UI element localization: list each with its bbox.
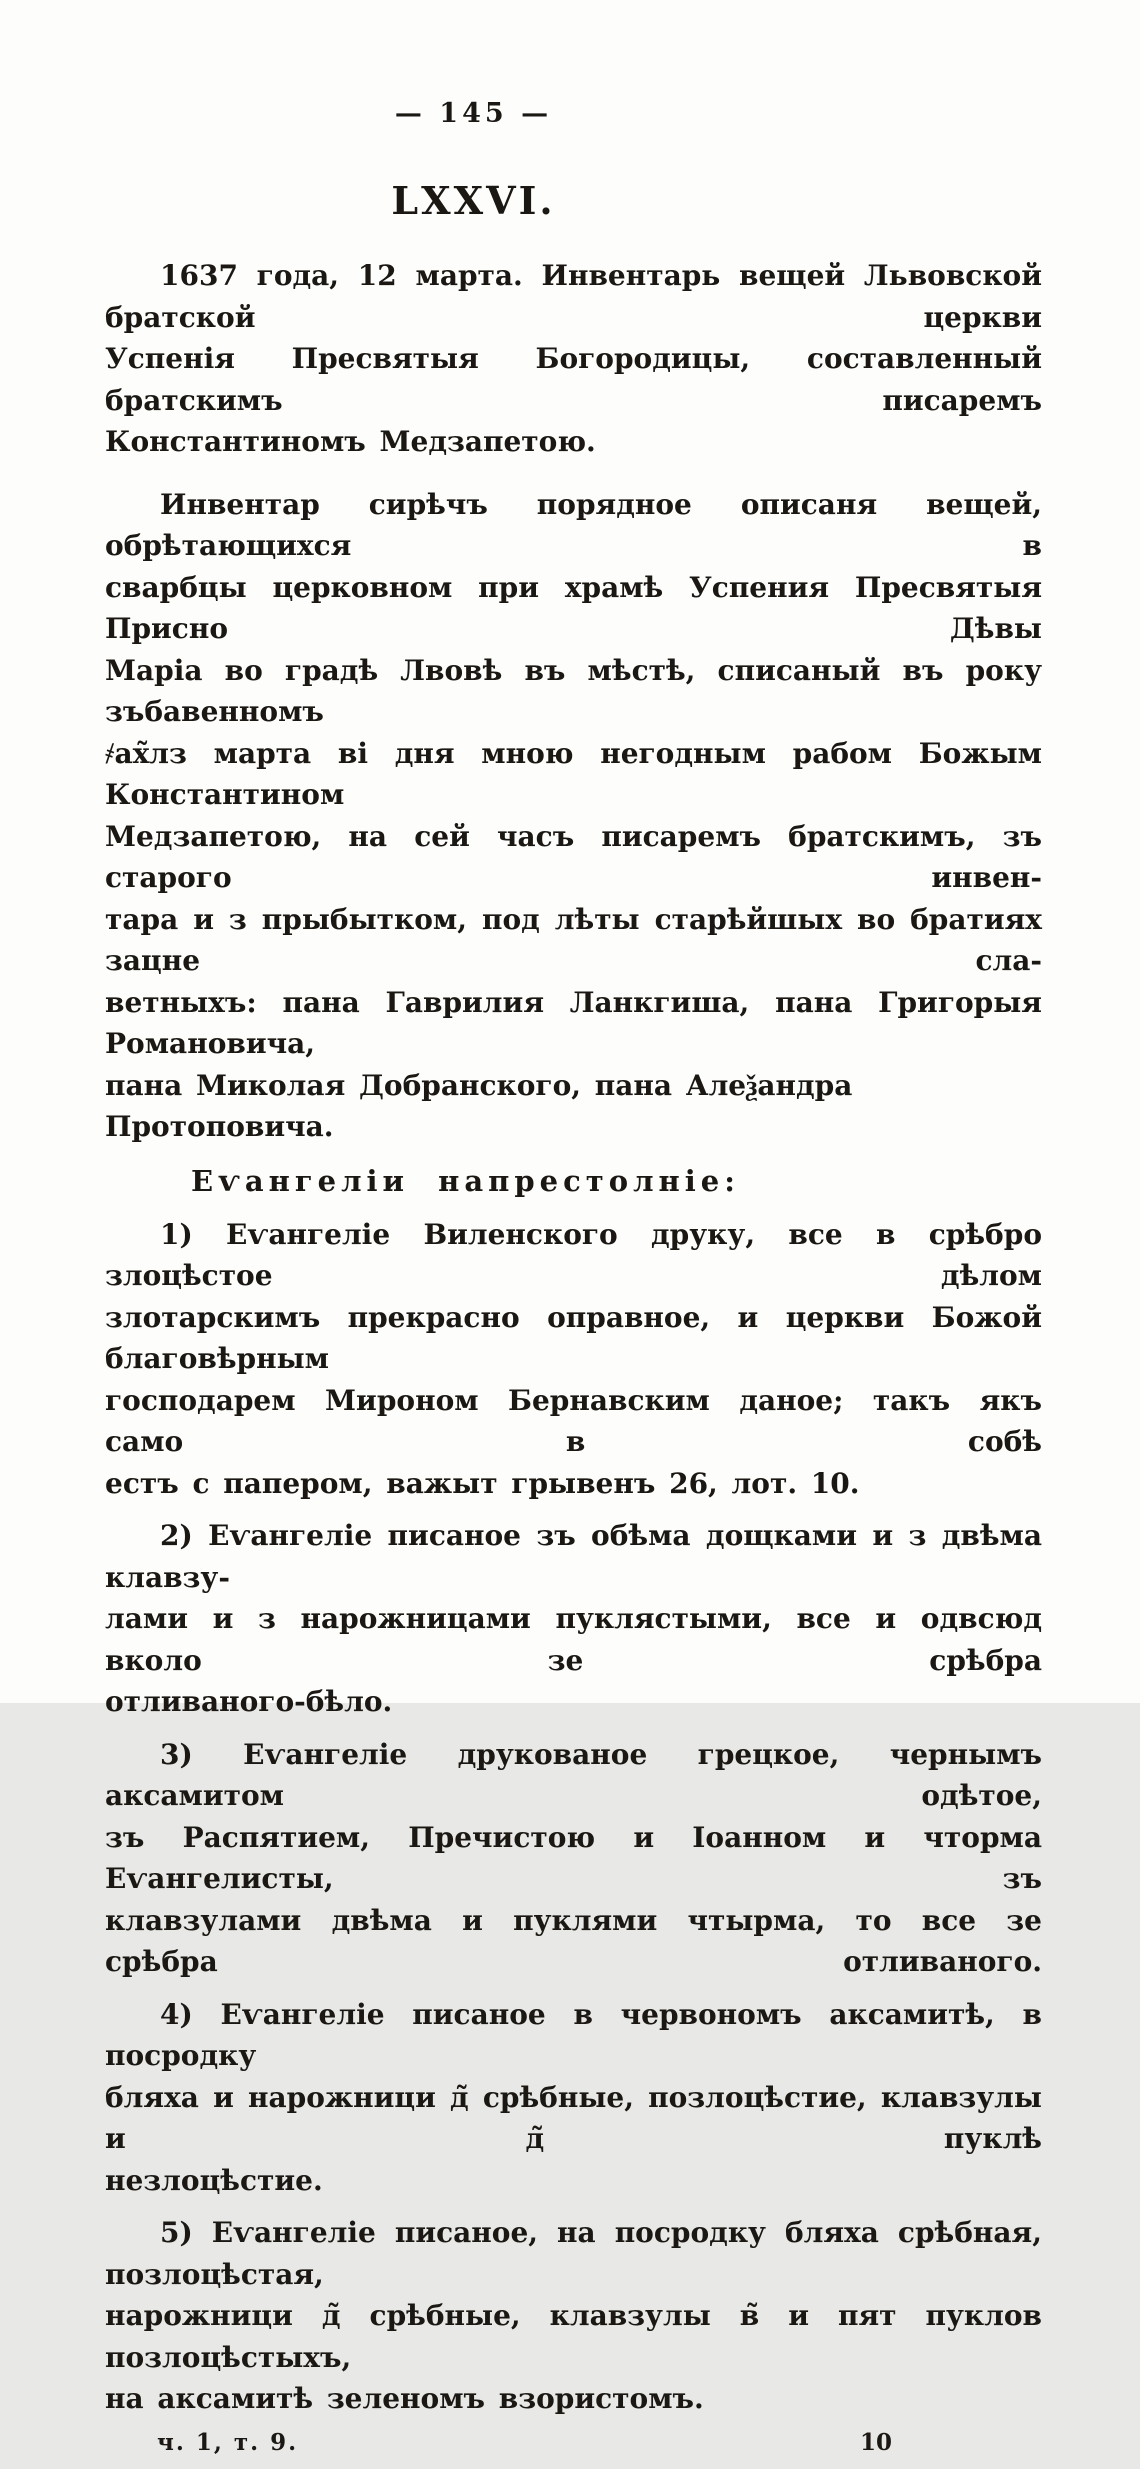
text-line: Константиномъ Медзапетою. (105, 425, 596, 458)
intro-paragraph (105, 255, 1042, 463)
text-line: сварбцы церковном при храмѣ Успения Пресвятыя Присно Дѣвы (105, 570, 1042, 645)
text-line: 4) Еѵангеліе писаное в червономъ аксамитѣ, в посродку (105, 1997, 1042, 2072)
text-line: Инвентар сирѣчъ порядное описаня вещей, обрѣтающихся в (105, 487, 1042, 562)
text-line: зъ Распятием, Пречистою и Іоанном и чторма Еѵангелисты, зъ (105, 1820, 1042, 1895)
page-number: — 145 — (394, 98, 553, 129)
text-line: отливаного-бѣло. (105, 1685, 393, 1718)
text-line: пана Миколая Добранского, пана Алеѯандра Протоповича. (105, 1068, 853, 1143)
text-block (105, 0, 1042, 2469)
section-heading: Еѵангеліи напрестолніе: (191, 1163, 740, 1198)
text-line: естъ с папером, важыт грывенъ 26, лот. 10. (105, 1466, 860, 1500)
text-line: злотарскимъ прекрасно оправное, и церкви Божой благовѣрным (105, 1300, 1042, 1375)
preamble-paragraph (105, 484, 1042, 1148)
footer-volume-ref: ч. 1, т. 9. (157, 2428, 299, 2456)
inventory-item-1 (105, 1214, 1042, 1505)
text-line: 2) Еѵангеліе писаное зъ обѣма дощками и з двѣма клавзу- (105, 1519, 1042, 1594)
text-line: ҂ах̃лз марта ві дня мною негодным рабом Божым Константином (105, 736, 1042, 811)
text-line: тара и з прыбытком, под лѣты старѣйшых во братиях зацне сла- (105, 902, 1042, 977)
text-line: Медзапетою, на сей часъ писаремъ братскимъ, зъ старого инвен- (105, 819, 1042, 894)
text-line: бляха и нарожници д̃ срѣбные, позлоцѣстие, клавзулы и д̃ пуклѣ (105, 2080, 1042, 2155)
text-line: незлоцѣстие. (105, 2163, 323, 2197)
inventory-item-2 (105, 1515, 1042, 1723)
text-line: Маріа во градѣ Лвовѣ въ мѣстѣ, списаный въ року зъбавенномъ (105, 653, 1042, 728)
inventory-item-4 (105, 1994, 1042, 2202)
text-line: 1637 года, 12 марта. Инвентарь вещей Львовской братской церкви (105, 259, 1042, 334)
text-line: 5) Еѵангеліе писаное, на посродку бляха срѣбная, позлоцѣстая, (105, 2216, 1042, 2291)
inventory-item-5 (105, 2212, 1042, 2420)
text-line: лами и з нарожницами пуклястыми, все и одвсюд вколо зе срѣбра (105, 1602, 1042, 1677)
text-line: господарем Мироном Бернавским даное; такъ якъ само в собѣ (105, 1383, 1042, 1458)
inventory-item-3 (105, 1734, 1042, 1983)
footer-sheet-number: 10 (860, 2428, 893, 2456)
text-line: клавзулами двѣма и пуклями чтырма, то все зе срѣбра отливаного. (105, 1903, 1042, 1978)
text-line: 3) Еѵангеліе друкованое грецкое, чернымъ аксамитом одѣтое, (105, 1737, 1042, 1812)
chapter-heading: LXXVI. (391, 178, 556, 223)
text-line: на аксамитѣ зеленомъ взористомъ. (105, 2382, 704, 2415)
text-line: нарожници д̃ срѣбные, клавзулы в̃ и пят пуклов позлоцѣстыхъ, (105, 2299, 1042, 2374)
text-line: 1) Еѵангеліе Виленского друку, все в срѣбро злоцѣстое дѣлом (105, 1217, 1042, 1292)
text-line: ветныхъ: пана Гаврилия Ланкгиша, пана Григорыя Романовича, (105, 985, 1042, 1060)
text-line: Успенія Пресвятыя Богородицы, составленный братскимъ писаремъ (105, 342, 1042, 417)
page-footer (105, 2429, 1042, 2469)
